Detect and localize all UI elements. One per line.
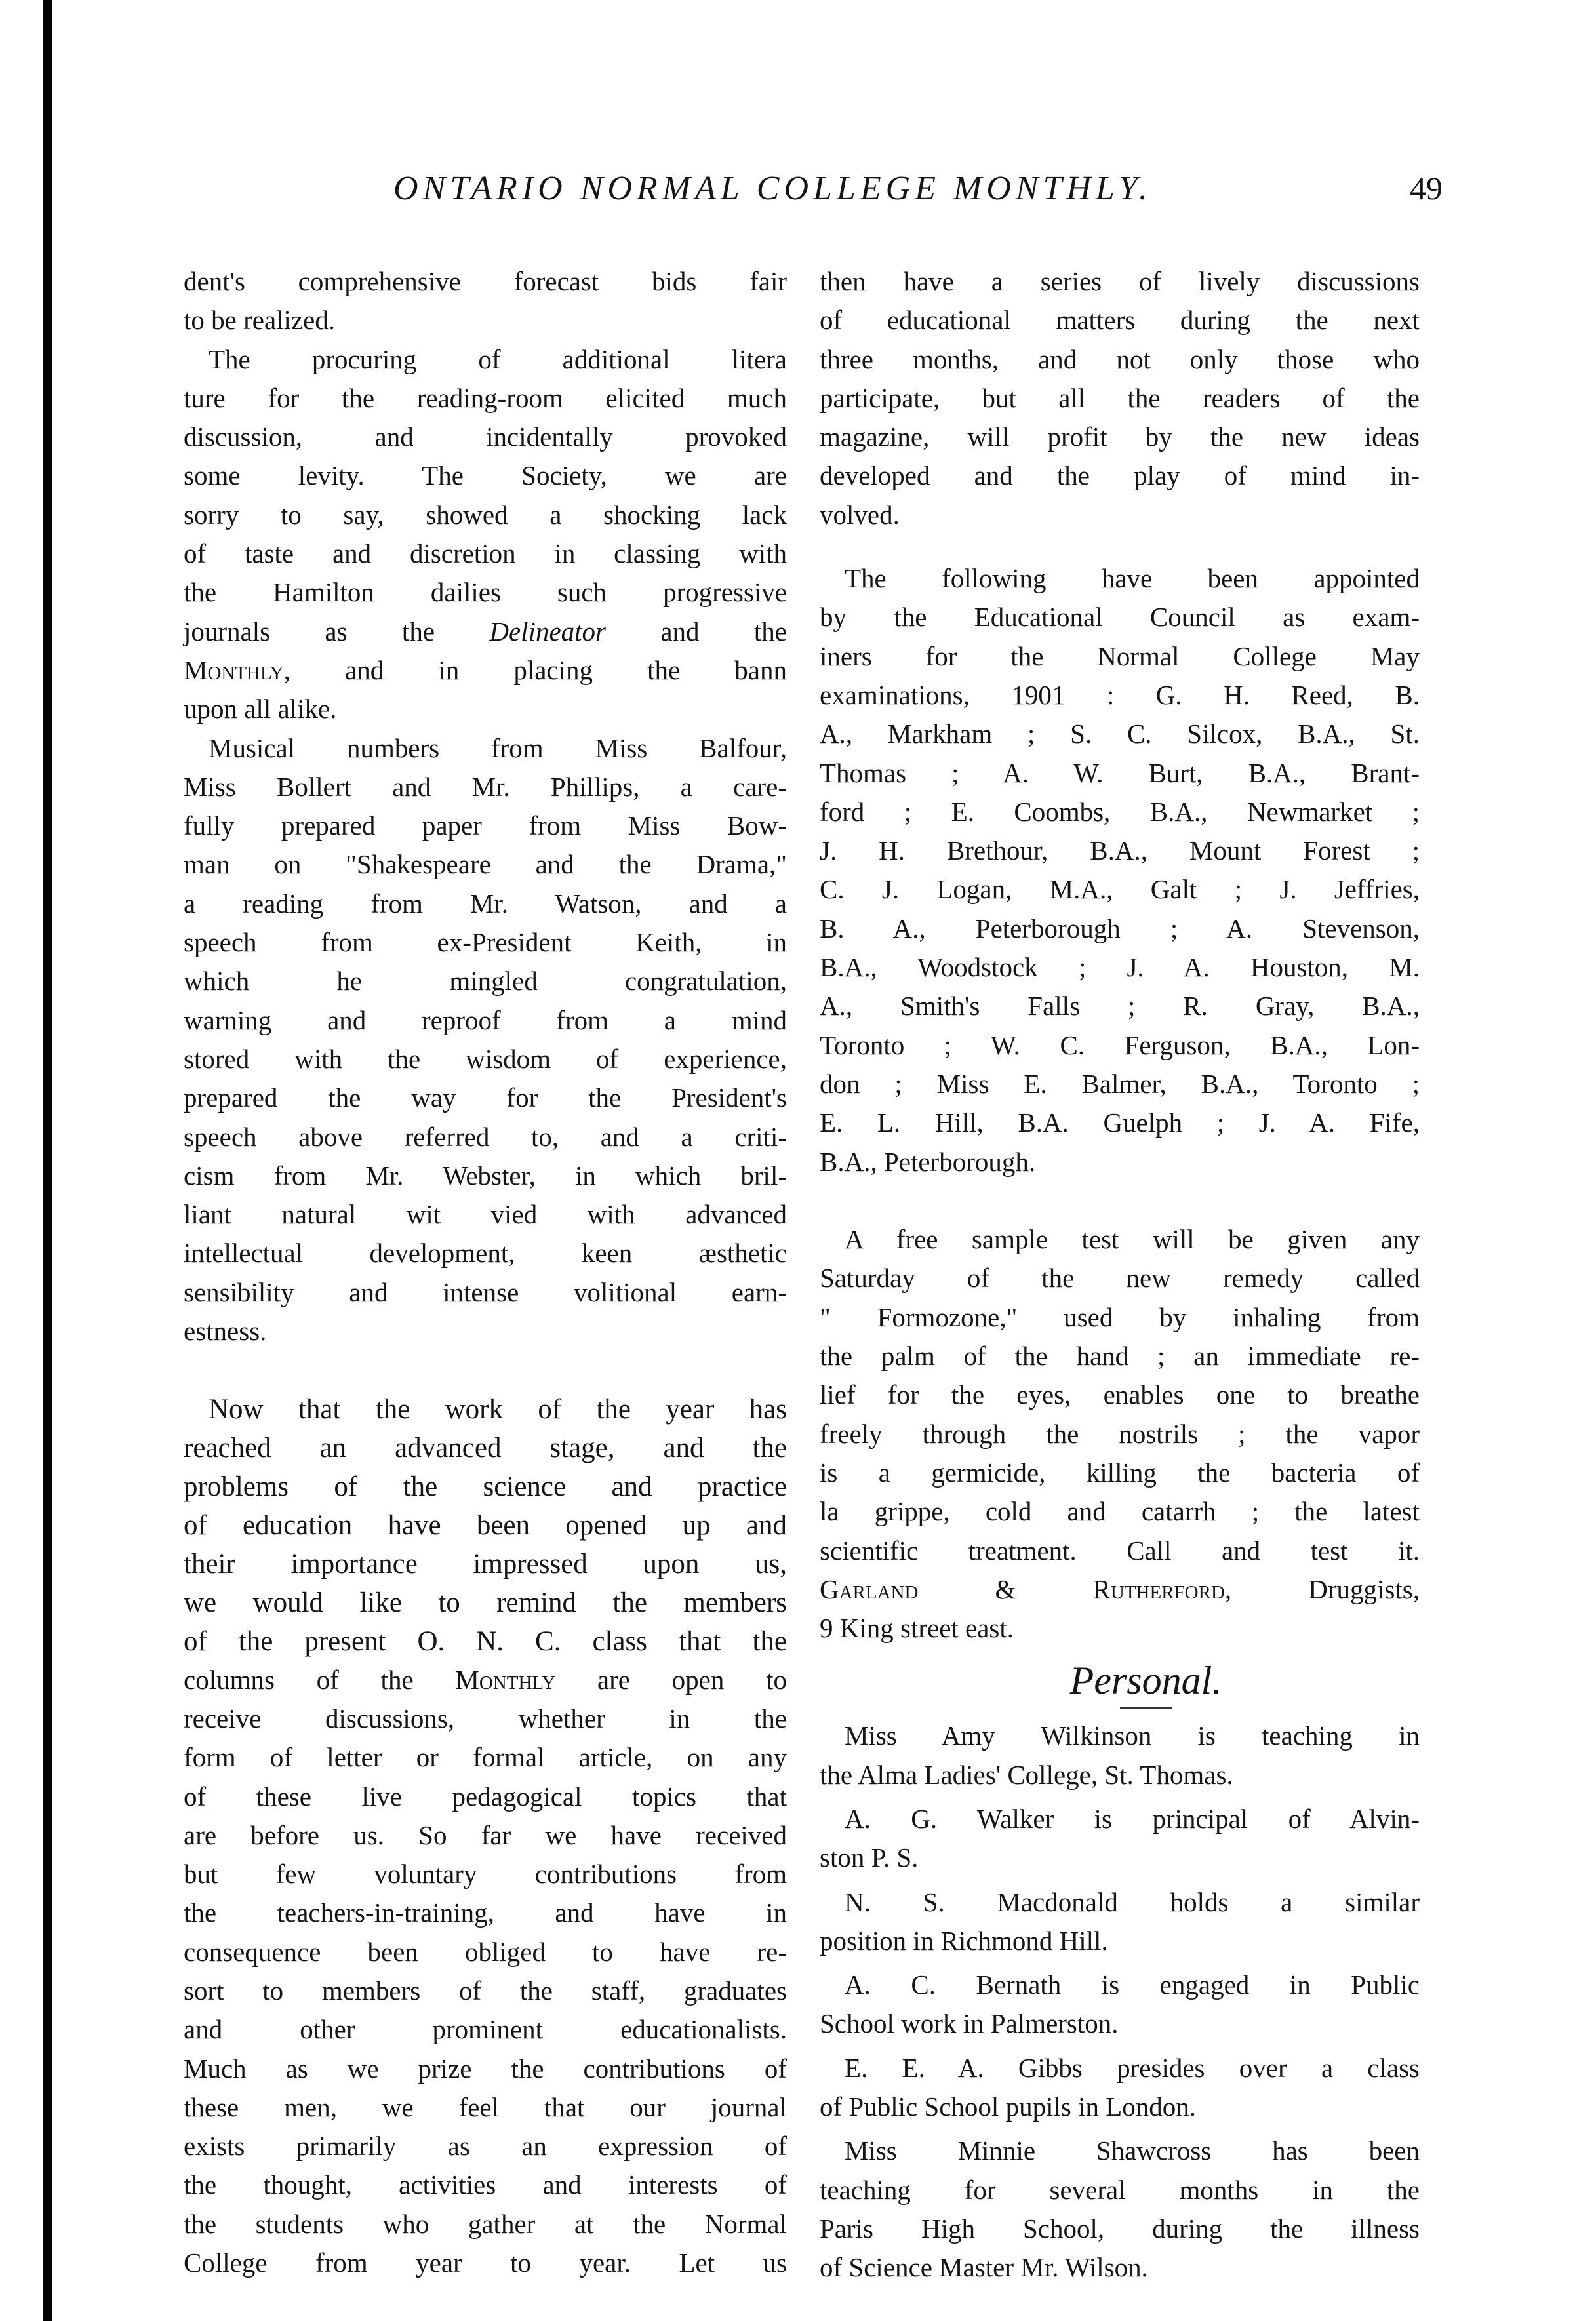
text-line: A. C. Bernath is engaged in Public [845, 1970, 1420, 2000]
text-line [820, 1570, 1420, 1609]
text-line: the palm of the hand ; an immediate re- [820, 1341, 1420, 1372]
paragraph-editorial-continued [184, 1661, 787, 2283]
text-line: receive discussions, whether in the [184, 1703, 787, 1734]
text-line: College from year to year. Let us [184, 2248, 787, 2278]
text-line: cism from Mr. Webster, in which bril- [184, 1160, 787, 1191]
paragraph-discussions [820, 262, 1420, 534]
running-title: ONTARIO NORMAL COLLEGE MONTHLY. [393, 170, 1152, 207]
section-gap [820, 1181, 1420, 1220]
text-line: Miss Amy Wilkinson is teaching in [845, 1720, 1420, 1751]
text-line: exists primarily as an expression of [184, 2131, 787, 2162]
text-line: B.A., Woodstock ; J. A. Houston, M. [820, 952, 1420, 983]
text-line: volved. [820, 499, 900, 530]
text-line: A., Smith's Falls ; R. Gray, B.A., [820, 991, 1420, 1022]
text-line: magazine, will profit by the new ideas [820, 422, 1420, 452]
text-line: is a germicide, killing the bacteria of [820, 1457, 1420, 1488]
text-line: Now that the work of the year has [209, 1393, 787, 1425]
text-line: School work in Palmerston. [820, 2008, 1119, 2039]
text-line: to be realized. [184, 305, 336, 336]
scan-edge-bar [43, 0, 52, 2321]
text-fragment: journals as the [184, 616, 490, 646]
text-line: sort to members of the staff, graduates [184, 1975, 787, 2006]
text-line: la grippe, cold and catarrh ; the latest [820, 1496, 1420, 1527]
text-line: consequence been obliged to have re- [184, 1936, 787, 1967]
text-line: scientific treatment. Call and test it. [820, 1535, 1420, 1566]
personal-item [820, 1800, 1420, 1878]
text-line: 9 King street east. [820, 1613, 1014, 1644]
text-line: A., Markham ; S. C. Silcox, B.A., St. [820, 719, 1420, 749]
personal-item [820, 2132, 1420, 2287]
text-line: Much as we prize the contributions of [184, 2053, 787, 2084]
text-line: freely through the nostrils ; the vapor [820, 1418, 1420, 1449]
text-line: don ; Miss E. Balmer, B.A., Toronto ; [820, 1068, 1420, 1099]
paragraph-musical-numbers [184, 729, 787, 1351]
text-line: speech from ex-President Keith, in [184, 927, 787, 958]
text-line: Thomas ; A. W. Burt, B.A., Brant- [820, 757, 1420, 788]
page-number: 49 [1410, 170, 1443, 207]
text-line: upon all alike. [184, 694, 337, 724]
text-line: Paris High School, during the illness [820, 2213, 1420, 2244]
text-line: man on "Shakespeare and the Drama," [184, 849, 787, 880]
text-line: their importance impressed upon us, [184, 1548, 787, 1579]
text-line: sorry to say, showed a shocking lack [184, 499, 787, 530]
text-line: B.A., Peterborough. [820, 1146, 1036, 1177]
journal-title: Monthly [455, 1664, 556, 1695]
text-line: of Science Master Mr. Wilson. [820, 2252, 1148, 2283]
text-line: three months, and not only those who [820, 344, 1420, 374]
text-line: dent's comprehensive forecast bids fair [184, 266, 787, 296]
text-line: some levity. The Society, we are [184, 460, 787, 491]
text-line: liant natural wit vied with advanced [184, 1199, 787, 1230]
text-line: A free sample test will be given any [845, 1224, 1420, 1255]
text-line: of these live pedagogical topics that [184, 1781, 787, 1812]
heading-divider [1120, 1707, 1172, 1709]
journal-title: Delineator [489, 616, 607, 646]
personal-item [820, 1883, 1420, 1961]
personal-item [820, 2049, 1420, 2127]
text-line: the students who gather at the Normal [184, 2208, 787, 2239]
text-line: developed and the play of mind in- [820, 460, 1420, 491]
text-line: of educational matters during the next [820, 305, 1420, 336]
left-column [184, 262, 787, 2282]
text-line: speech above referred to, and a criti- [184, 1121, 787, 1152]
text-line: we would like to remind the members [184, 1587, 787, 1618]
text-line: J. H. Brethour, B.A., Mount Forest ; [820, 835, 1420, 866]
text-line: reached an advanced stage, and the [184, 1432, 787, 1463]
text-line: the Alma Ladies' College, St. Thomas. [820, 1759, 1233, 1790]
firm-name: Garland & Rutherford [820, 1574, 1225, 1604]
text-line: and other prominent educationalists. [184, 2014, 787, 2045]
text-line: but few voluntary contributions from [184, 1859, 787, 1890]
text-line: fully prepared paper from Miss Bow- [184, 810, 787, 841]
text-line: are before us. So far we have received [184, 1819, 787, 1850]
text-line: position in Richmond Hill. [820, 1925, 1108, 1956]
text-line: sensibility and intense volitional earn- [184, 1277, 787, 1307]
text-line: participate, but all the readers of the [820, 382, 1420, 413]
text-line: form of letter or formal article, on any [184, 1742, 787, 1773]
paragraph-editorial [184, 1390, 787, 1661]
personal-item [820, 1716, 1420, 1795]
text-line: of education have been opened up and [184, 1509, 787, 1541]
text-line: E. E. A. Gibbs presides over a class [845, 2052, 1420, 2083]
page-header [367, 169, 1443, 222]
text-line: a reading from Mr. Watson, and a [184, 888, 787, 919]
text-fragment: columns of the [184, 1664, 456, 1695]
journal-title: Monthly [184, 654, 284, 685]
right-column [820, 262, 1420, 2288]
text-line: these men, we feel that our journal [184, 2092, 787, 2122]
text-line: The procuring of additional litera [209, 344, 787, 374]
text-line: intellectual development, keen æsthetic [184, 1238, 787, 1269]
personal-section-heading: Personal. [1069, 1659, 1222, 1703]
text-line: the Hamilton dailies such progressive [184, 577, 787, 608]
text-line: iners for the Normal College May [820, 641, 1420, 671]
text-line: N. S. Macdonald holds a similar [845, 1886, 1420, 1917]
text-line: which he mingled congratulation, [184, 966, 787, 997]
text-line [184, 651, 787, 690]
text-line: of Public School pupils in London. [820, 2092, 1196, 2122]
personal-item [820, 1966, 1420, 2044]
text-line: warning and reproof from a mind [184, 1004, 787, 1035]
text-line: examinations, 1901 : G. H. Reed, B. [820, 679, 1420, 710]
text-line: Toronto ; W. C. Ferguson, B.A., Lon- [820, 1029, 1420, 1060]
text-fragment: , Druggists, [1224, 1574, 1420, 1604]
text-line: the teachers-in-training, and have in [184, 1897, 787, 1928]
text-line: problems of the science and practice [184, 1471, 787, 1502]
paragraph-advertisement [820, 1220, 1420, 1648]
text-line: then have a series of lively discussions [820, 266, 1420, 296]
text-line: the thought, activities and interests of [184, 2170, 787, 2200]
text-line: C. J. Logan, M.A., Galt ; J. Jeffries, [820, 874, 1420, 905]
text-line: B. A., Peterborough ; A. Stevenson, [820, 913, 1420, 943]
paragraph-examiners [820, 559, 1420, 1181]
text-line: stored with the wisdom of experience, [184, 1043, 787, 1074]
text-line: of taste and discretion in classing with [184, 538, 787, 569]
text-line: The following have been appointed [845, 563, 1420, 594]
text-line [184, 612, 787, 651]
text-line: prepared the way for the President's [184, 1082, 787, 1113]
text-line: teaching for several months in the [820, 2174, 1420, 2205]
text-line: discussion, and incidentally provoked [184, 422, 787, 452]
text-fragment: and the [606, 616, 787, 646]
text-line: ford ; E. Coombs, B.A., Newmarket ; [820, 796, 1420, 827]
text-line: ture for the reading-room elicited much [184, 382, 787, 413]
text-line: Miss Minnie Shawcross has been [845, 2135, 1420, 2166]
text-line: A. G. Walker is principal of Alvin- [845, 1803, 1420, 1834]
text-line: Miss Bollert and Mr. Phillips, a care- [184, 771, 787, 802]
paragraph-forecast [184, 262, 787, 340]
text-fragment: are open to [555, 1664, 787, 1695]
text-line: Musical numbers from Miss Balfour, [209, 732, 787, 763]
text-line: lief for the eyes, enables one to breathe [820, 1379, 1420, 1410]
section-gap [820, 534, 1420, 559]
text-line: Saturday of the new remedy called [820, 1263, 1420, 1294]
text-line: " Formozone," used by inhaling from [820, 1301, 1420, 1332]
text-line: ston P. S. [820, 1842, 919, 1873]
section-gap [184, 1351, 787, 1389]
text-line: of the present O. N. C. class that the [184, 1625, 787, 1657]
text-line: by the Educational Council as exam- [820, 602, 1420, 633]
text-line [184, 1661, 787, 1699]
paragraph-literature [184, 340, 787, 729]
text-line: estness. [184, 1316, 267, 1347]
text-line: E. L. Hill, B.A. Guelph ; J. A. Fife, [820, 1107, 1420, 1138]
text-fragment: , and in placing the bann [283, 654, 787, 685]
